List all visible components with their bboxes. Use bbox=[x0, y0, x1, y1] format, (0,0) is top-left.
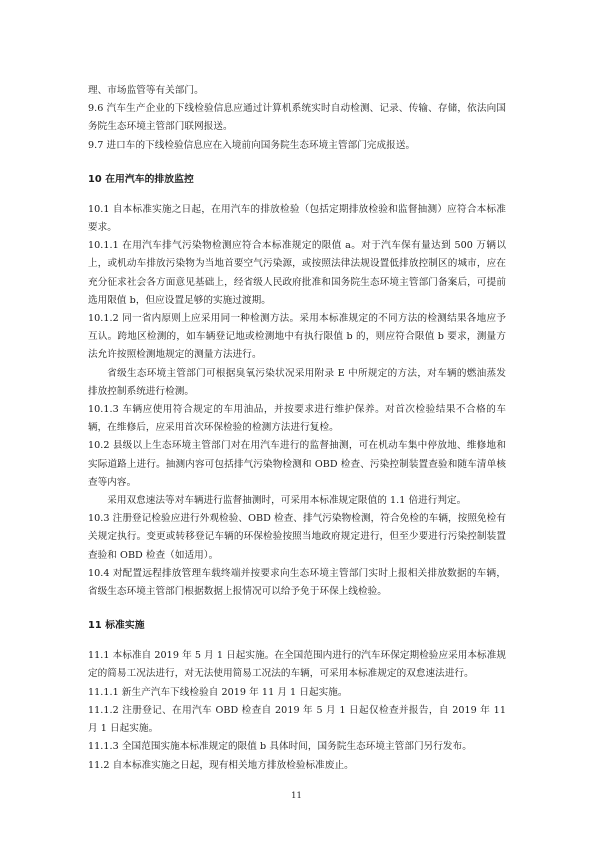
page-number: 11 bbox=[291, 790, 302, 800]
paragraph-10-1-3: 10.1.3 车辆应使用符合规定的车用油品，并按要求进行维护保养。对首次检验结果不合格的车辆，在维修后，应采用首次环保检验的检测方法进行复检。 bbox=[88, 404, 506, 434]
paragraph-9-7: 9.7 进口车的下线检验信息应在入境前向国务院生态环境主管部门完成报送。 bbox=[88, 139, 416, 151]
paragraph-11-1-1: 11.1.1 新生产汽车下线检验自 2019 年 11 月 1 日起实施。 bbox=[88, 686, 348, 698]
paragraph-9-6: 9.6 汽车生产企业的下线检验信息应通过计算机系统实时自动检测、记录、传输、存储，依法向国务院生态环境主管部门联网报送。 bbox=[88, 103, 506, 133]
paragraph-11-1-3: 11.1.3 全国范围实施本标准规定的限值 b 具体时间，国务院生态环境主管部门另行发布。 bbox=[88, 741, 472, 753]
section-10-heading: 10 在用汽车的排放监控 bbox=[88, 173, 194, 185]
paragraph-11-2: 11.2 自本标准实施之日起，现有相关地方排放检验标准废止。 bbox=[88, 759, 354, 771]
paragraph-10-1-2: 10.1.2 同一省内原则上应采用同一种检测方法。采用本标准规定的不同方法的检测结果各地应予互认。跨地区检测的，如车辆登记地或检测地中有执行限值 b 的，则应符合限值 b 要求，测量方法允许按照检测地规定的测量方法进行。 bbox=[88, 313, 506, 361]
paragraph-11-1: 11.1 本标准自 2019 年 5 月 1 日起实施。在全国范围内进行的汽车环保定期检验应采用本标准规定的简易工况法进行，对无法使用简易工况法的车辆，可采用本标准规定的双怠速法进行。 bbox=[88, 650, 506, 680]
paragraph-fuel-evaporation: 省级生态环境主管部门可根据臭氧污染状况采用附录 E 中所规定的方法，对车辆的燃油蒸发排放控制系统进行检测。 bbox=[88, 367, 506, 397]
document-page bbox=[88, 82, 506, 775]
paragraph-10-1: 10.1 自本标准实施之日起，在用汽车的排放检验（包括定期排放检验和监督抽测）应符合本标准要求。 bbox=[88, 203, 506, 234]
paragraph-10-3: 10.3 注册登记检验应进行外观检验、OBD 检查、排气污染物检测，符合免检的车辆，按照免检有关规定执行。变更或转移登记车辆的环保检验按照当地政府规定进行，但至少要进行污染控制装置查验和 OBD 检查（如适用）。 bbox=[88, 513, 506, 561]
paragraph-10-2: 10.2 县级以上生态环境主管部门对在用汽车进行的监督抽测，可在机动车集中停放地、维修地和实际道路上进行。抽测内容可包括排气污染物检测和 OBD 检查、污染控制装置查验和随车清单核查等内容。 bbox=[88, 440, 506, 488]
paragraph-11-1-2: 11.1.2 注册登记、在用汽车 OBD 检查自 2019 年 5 月 1 日起仅检查并报告，自 2019 年 11 月 1 日起实施。 bbox=[88, 704, 506, 735]
paragraph-10-1-1: 10.1.1 在用汽车排气污染物检测应符合本标准规定的限值 a。对于汽车保有量达到 500 万辆以上，或机动车排放污染物为当地首要空气污染源，或按照法律法规设置低排放控制区的城市，应在充分征求社会各方面意见基础上，经省级人民政府批准和国务院生态环境主管部门备案后，可提前选用限值 b，但应设置足够的实施过渡期。 bbox=[88, 240, 506, 306]
paragraph-continuation: 理、市场监管等有关部门。 bbox=[88, 85, 204, 96]
section-11-heading: 11 标准实施 bbox=[88, 620, 145, 632]
paragraph-double-idle: 采用双怠速法等对车辆进行监督抽测时，可采用本标准规定限值的 1.1 倍进行判定。 bbox=[107, 495, 467, 507]
paragraph-10-4: 10.4 对配置远程排放管理车载终端并按要求向生态环境主管部门实时上报相关排放数据的车辆，省级生态环境主管部门根据数据上报情况可以给予免于环保上线检验。 bbox=[88, 567, 506, 598]
